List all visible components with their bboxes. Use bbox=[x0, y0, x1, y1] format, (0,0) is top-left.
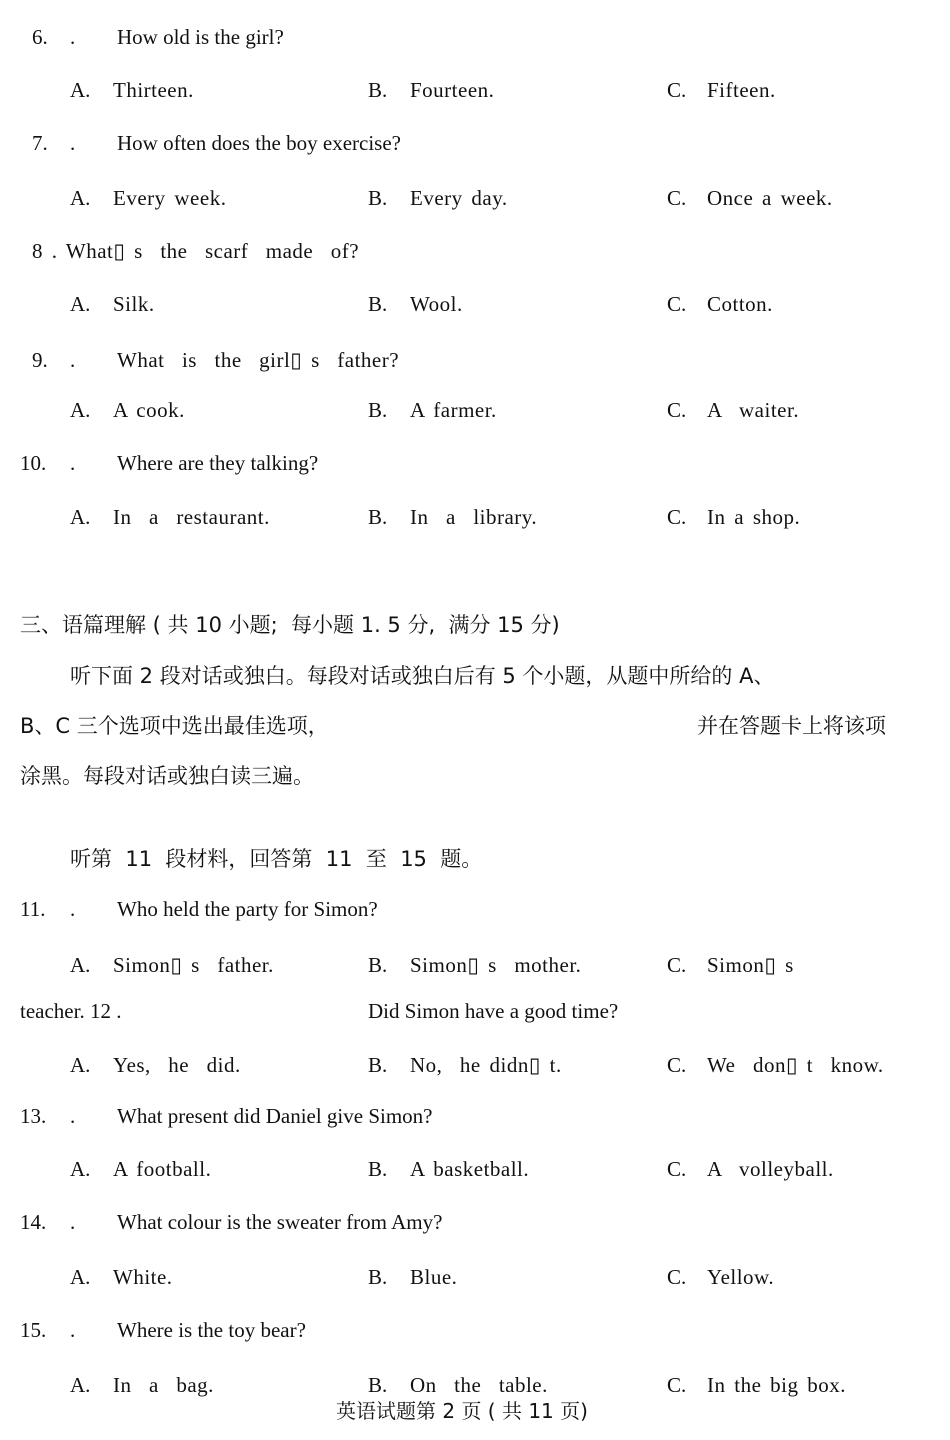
option-c-text: We don▯ t know. bbox=[707, 1053, 884, 1077]
option-a-letter: A. bbox=[70, 1157, 91, 1181]
option-b-letter: B. bbox=[368, 292, 388, 316]
question-dot: . bbox=[70, 25, 76, 49]
option-c-text: A waiter. bbox=[707, 398, 800, 422]
option-a-letter: A. bbox=[70, 1373, 91, 1397]
question-dot: . bbox=[70, 1318, 76, 1342]
option-a-text: In a restaurant. bbox=[113, 505, 270, 529]
option-a-letter: A. bbox=[70, 186, 91, 210]
option-b-letter: B. bbox=[368, 1373, 388, 1397]
option-c-continuation: teacher. 12 . bbox=[20, 999, 122, 1023]
option-a-text: Thirteen. bbox=[113, 78, 194, 102]
option-b-text: Simon▯ s mother. bbox=[410, 953, 582, 977]
option-a-text: White. bbox=[113, 1265, 173, 1289]
option-a-text: Simon▯ s father. bbox=[113, 953, 274, 977]
question-dot: . bbox=[70, 1210, 76, 1234]
question-dot: . bbox=[70, 1104, 76, 1128]
option-a-letter: A. bbox=[70, 78, 91, 102]
option-b-letter: B. bbox=[368, 505, 388, 529]
question-text: How old is the girl? bbox=[117, 25, 284, 49]
option-b-text: Every day. bbox=[410, 186, 508, 210]
option-c-text: Once a week. bbox=[707, 186, 833, 210]
option-b-letter: B. bbox=[368, 1157, 388, 1181]
option-c-letter: C. bbox=[667, 505, 687, 529]
option-b-text: In a library. bbox=[410, 505, 538, 529]
question-text: Did Simon have a good time? bbox=[368, 999, 619, 1023]
option-b-text: Wool. bbox=[410, 292, 463, 316]
question-text: How often does the boy exercise? bbox=[117, 131, 401, 155]
question-number: 9. bbox=[32, 348, 48, 372]
option-c-text: Yellow. bbox=[707, 1265, 775, 1289]
question-text: Where is the toy bear? bbox=[117, 1318, 306, 1342]
option-b-letter: B. bbox=[368, 186, 388, 210]
option-c-text: Simon▯ s bbox=[707, 953, 794, 977]
option-c-letter: C. bbox=[667, 1053, 687, 1077]
question-text: What is the girl▯ s father? bbox=[117, 348, 400, 372]
question-number: 10. bbox=[20, 451, 47, 475]
question-text: Who held the party for Simon? bbox=[117, 897, 378, 921]
option-a-letter: A. bbox=[70, 292, 91, 316]
question-number: 11. bbox=[20, 897, 46, 921]
option-b-text: On the table. bbox=[410, 1373, 548, 1397]
option-b-letter: B. bbox=[368, 398, 388, 422]
question-dot: . bbox=[70, 451, 76, 475]
option-c-letter: C. bbox=[667, 1373, 687, 1397]
option-c-text: A volleyball. bbox=[707, 1157, 834, 1181]
option-c-letter: C. bbox=[667, 292, 687, 316]
option-b-letter: B. bbox=[368, 78, 388, 102]
question-dot: . bbox=[70, 348, 76, 372]
page-footer: 英语试题第 2 页 ( 共 11 页) bbox=[336, 1399, 588, 1423]
option-c-text: In the big box. bbox=[707, 1373, 846, 1397]
question-text: What colour is the sweater from Amy? bbox=[117, 1210, 443, 1234]
instruction-line-3: 涂黑。每段对话或独白读三遍。 bbox=[20, 764, 314, 788]
option-a-text: Every week. bbox=[113, 186, 227, 210]
question-dot: . bbox=[70, 131, 76, 155]
option-c-text: Fifteen. bbox=[707, 78, 776, 102]
instruction-line-2b: 并在答题卡上将该项 bbox=[697, 714, 886, 738]
option-a-letter: A. bbox=[70, 953, 91, 977]
option-c-letter: C. bbox=[667, 1157, 687, 1181]
option-c-letter: C. bbox=[667, 398, 687, 422]
option-b-text: A farmer. bbox=[410, 398, 497, 422]
question-dot: . bbox=[70, 897, 76, 921]
option-b-text: A basketball. bbox=[410, 1157, 530, 1181]
option-a-text: A cook. bbox=[113, 398, 185, 422]
question-text: 8 . What▯ s the scarf made of? bbox=[32, 239, 360, 263]
question-number: 6. bbox=[32, 25, 48, 49]
option-c-letter: C. bbox=[667, 1265, 687, 1289]
option-a-text: Yes, he did. bbox=[113, 1053, 241, 1077]
option-c-letter: C. bbox=[667, 186, 687, 210]
option-a-letter: A. bbox=[70, 398, 91, 422]
section-heading: 三、语篇理解 ( 共 10 小题; 每小题 1. 5 分, 满分 15 分) bbox=[20, 613, 560, 637]
question-number: 14. bbox=[20, 1210, 47, 1234]
option-b-text: Blue. bbox=[410, 1265, 458, 1289]
question-text: What present did Daniel give Simon? bbox=[117, 1104, 433, 1128]
option-a-letter: A. bbox=[70, 1053, 91, 1077]
instruction-line-2a: B、C 三个选项中选出最佳选项， bbox=[20, 714, 329, 738]
option-a-text: Silk. bbox=[113, 292, 155, 316]
option-b-letter: B. bbox=[368, 1265, 388, 1289]
option-b-text: No, he didn▯ t. bbox=[410, 1053, 562, 1077]
instruction-line-1: 听下面 2 段对话或独白。每段对话或独白后有 5 个小题，从题中所给的 A、 bbox=[70, 664, 775, 688]
option-c-text: Cotton. bbox=[707, 292, 773, 316]
option-a-letter: A. bbox=[70, 1265, 91, 1289]
option-b-text: Fourteen. bbox=[410, 78, 495, 102]
option-a-letter: A. bbox=[70, 505, 91, 529]
question-text: Where are they talking? bbox=[117, 451, 319, 475]
option-b-letter: B. bbox=[368, 1053, 388, 1077]
option-c-text: In a shop. bbox=[707, 505, 801, 529]
question-number: 15. bbox=[20, 1318, 47, 1342]
option-c-letter: C. bbox=[667, 78, 687, 102]
option-b-letter: B. bbox=[368, 953, 388, 977]
question-number: 13. bbox=[20, 1104, 47, 1128]
option-c-letter: C. bbox=[667, 953, 687, 977]
option-a-text: A football. bbox=[113, 1157, 212, 1181]
option-a-text: In a bag. bbox=[113, 1373, 214, 1397]
listening-note: 听第 11 段材料，回答第 11 至 15 题。 bbox=[70, 847, 483, 871]
question-number: 7. bbox=[32, 131, 48, 155]
